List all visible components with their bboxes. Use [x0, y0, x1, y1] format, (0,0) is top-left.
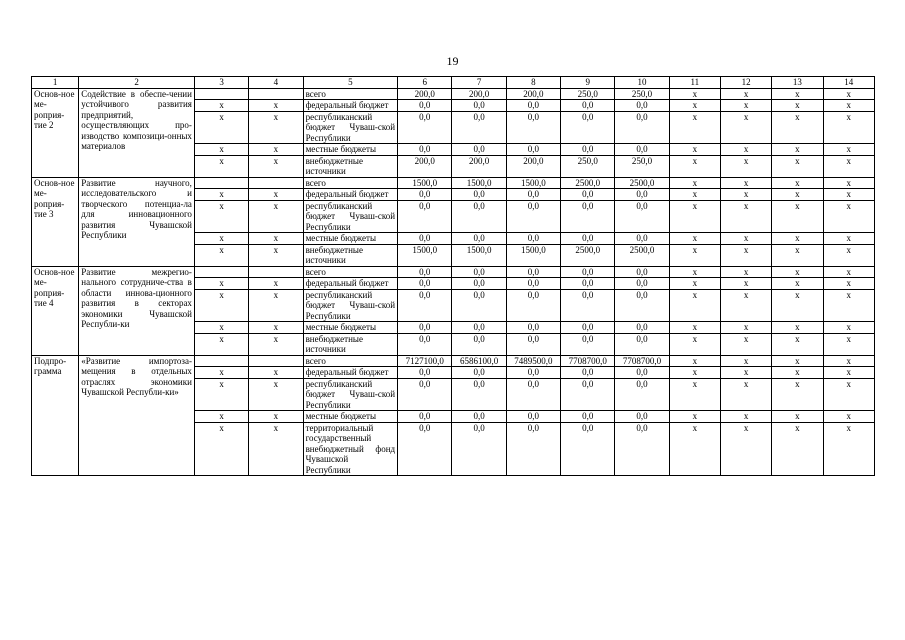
column-header: 10: [615, 77, 669, 89]
value-cell: 0,0: [452, 100, 506, 112]
value-cell: 7489500,0: [506, 355, 560, 367]
value-cell: 0,0: [506, 378, 560, 411]
code-cell: x: [194, 111, 248, 144]
code-cell: x: [249, 100, 303, 112]
value-cell: 250,0: [561, 155, 615, 177]
value-cell: 0,0: [452, 200, 506, 233]
funding-source: федеральный бюджет: [303, 100, 398, 112]
value-cell: x: [720, 177, 771, 189]
value-cell: x: [823, 111, 874, 144]
funding-source: всего: [303, 266, 398, 278]
value-cell: x: [669, 88, 720, 100]
value-cell: 0,0: [615, 322, 669, 334]
value-cell: 0,0: [615, 266, 669, 278]
value-cell: 0,0: [615, 200, 669, 233]
value-cell: x: [772, 244, 823, 266]
code-cell: x: [249, 233, 303, 245]
value-cell: 7127100,0: [398, 355, 452, 367]
code-cell: x: [194, 100, 248, 112]
value-cell: x: [720, 411, 771, 423]
value-cell: x: [772, 111, 823, 144]
value-cell: x: [823, 322, 874, 334]
activity-label: Основ-ное ме-роприя-тие 3: [32, 177, 79, 266]
value-cell: 0,0: [398, 411, 452, 423]
funding-source: республиканский бюджет Чуваш-ской Республики: [303, 378, 398, 411]
value-cell: x: [823, 233, 874, 245]
value-cell: x: [720, 378, 771, 411]
code-cell: x: [194, 244, 248, 266]
value-cell: x: [823, 177, 874, 189]
value-cell: x: [720, 289, 771, 322]
value-cell: x: [772, 422, 823, 476]
value-cell: x: [772, 144, 823, 156]
value-cell: x: [772, 155, 823, 177]
value-cell: 0,0: [506, 322, 560, 334]
value-cell: 0,0: [452, 144, 506, 156]
code-cell: x: [194, 378, 248, 411]
value-cell: x: [720, 244, 771, 266]
value-cell: 0,0: [615, 422, 669, 476]
value-cell: 0,0: [506, 233, 560, 245]
column-header: 11: [669, 77, 720, 89]
value-cell: 0,0: [398, 233, 452, 245]
value-cell: x: [823, 100, 874, 112]
value-cell: 0,0: [506, 111, 560, 144]
value-cell: x: [669, 155, 720, 177]
value-cell: x: [823, 144, 874, 156]
funding-source: местные бюджеты: [303, 233, 398, 245]
column-header: 6: [398, 77, 452, 89]
value-cell: 0,0: [561, 233, 615, 245]
value-cell: 0,0: [506, 278, 560, 290]
value-cell: 2500,0: [615, 244, 669, 266]
value-cell: x: [772, 233, 823, 245]
value-cell: 1500,0: [506, 177, 560, 189]
column-header: 13: [772, 77, 823, 89]
value-cell: 0,0: [452, 411, 506, 423]
value-cell: x: [669, 422, 720, 476]
value-cell: 0,0: [506, 289, 560, 322]
value-cell: x: [772, 378, 823, 411]
value-cell: x: [669, 378, 720, 411]
value-cell: 0,0: [398, 200, 452, 233]
funding-source: местные бюджеты: [303, 144, 398, 156]
value-cell: 0,0: [452, 422, 506, 476]
value-cell: 0,0: [398, 422, 452, 476]
code-cell: x: [249, 155, 303, 177]
page-number: 19: [446, 54, 459, 68]
funding-source: внебюджетные источники: [303, 155, 398, 177]
value-cell: x: [720, 111, 771, 144]
value-cell: x: [823, 289, 874, 322]
value-cell: 2500,0: [561, 177, 615, 189]
activity-description: «Развитие импортоза-мещения в отдельных отраслях экономики Чувашской Республи-ки»: [79, 355, 195, 476]
value-cell: 0,0: [561, 422, 615, 476]
funding-source: внебюджетные источники: [303, 333, 398, 355]
funding-source: местные бюджеты: [303, 411, 398, 423]
value-cell: 7708700,0: [615, 355, 669, 367]
column-header: 2: [79, 77, 195, 89]
value-cell: 0,0: [398, 111, 452, 144]
value-cell: 2500,0: [615, 177, 669, 189]
value-cell: 0,0: [452, 289, 506, 322]
value-cell: x: [823, 333, 874, 355]
value-cell: 0,0: [398, 289, 452, 322]
value-cell: x: [669, 244, 720, 266]
value-cell: x: [772, 355, 823, 367]
value-cell: x: [772, 189, 823, 201]
table-row: [32, 266, 875, 278]
budget-table: [31, 76, 875, 476]
value-cell: 0,0: [506, 100, 560, 112]
activity-label: Основ-ное ме-роприя-тие 4: [32, 266, 79, 355]
code-cell: x: [194, 422, 248, 476]
value-cell: 0,0: [506, 422, 560, 476]
table-row: [32, 355, 875, 367]
value-cell: 0,0: [452, 233, 506, 245]
code-cell: x: [249, 244, 303, 266]
value-cell: 0,0: [452, 189, 506, 201]
value-cell: 200,0: [398, 88, 452, 100]
value-cell: x: [772, 367, 823, 379]
value-cell: 0,0: [398, 266, 452, 278]
value-cell: 0,0: [506, 411, 560, 423]
value-cell: 0,0: [561, 111, 615, 144]
value-cell: 0,0: [506, 367, 560, 379]
value-cell: 1500,0: [452, 244, 506, 266]
code-cell: x: [194, 278, 248, 290]
value-cell: x: [669, 100, 720, 112]
value-cell: 0,0: [398, 322, 452, 334]
value-cell: 0,0: [398, 333, 452, 355]
code-cell: x: [249, 322, 303, 334]
value-cell: x: [772, 88, 823, 100]
value-cell: x: [720, 422, 771, 476]
code-cell: [194, 355, 248, 367]
value-cell: 0,0: [506, 189, 560, 201]
code-cell: [249, 266, 303, 278]
code-cell: [194, 266, 248, 278]
activity-description: Развитие межрегио-нального сотрудниче-ства в области иннова-ционного развития в секторах экономики Чувашской Республи-ки: [79, 266, 195, 355]
value-cell: x: [823, 422, 874, 476]
value-cell: 0,0: [452, 333, 506, 355]
value-cell: 0,0: [452, 111, 506, 144]
value-cell: x: [720, 266, 771, 278]
value-cell: x: [772, 266, 823, 278]
value-cell: 0,0: [398, 367, 452, 379]
column-header: 8: [506, 77, 560, 89]
code-cell: x: [249, 189, 303, 201]
funding-source: федеральный бюджет: [303, 367, 398, 379]
value-cell: x: [669, 200, 720, 233]
value-cell: x: [669, 111, 720, 144]
value-cell: 0,0: [506, 144, 560, 156]
funding-source: всего: [303, 177, 398, 189]
code-cell: x: [194, 144, 248, 156]
value-cell: 7708700,0: [561, 355, 615, 367]
value-cell: x: [823, 155, 874, 177]
activity-description: Развитие научного, исследовательского и творческого потенциа-ла для инновационного развития Чувашской Республики: [79, 177, 195, 266]
code-cell: x: [194, 367, 248, 379]
code-cell: [194, 88, 248, 100]
funding-source: всего: [303, 355, 398, 367]
value-cell: x: [669, 144, 720, 156]
value-cell: x: [772, 100, 823, 112]
value-cell: x: [669, 189, 720, 201]
value-cell: 200,0: [452, 155, 506, 177]
column-header-row: [32, 77, 875, 89]
value-cell: 0,0: [561, 289, 615, 322]
value-cell: x: [720, 88, 771, 100]
value-cell: 0,0: [398, 278, 452, 290]
code-cell: x: [249, 111, 303, 144]
column-header: 3: [194, 77, 248, 89]
value-cell: 0,0: [506, 266, 560, 278]
value-cell: x: [720, 333, 771, 355]
value-cell: x: [669, 177, 720, 189]
value-cell: x: [720, 155, 771, 177]
value-cell: 0,0: [615, 367, 669, 379]
value-cell: x: [669, 333, 720, 355]
value-cell: x: [772, 411, 823, 423]
funding-source: местные бюджеты: [303, 322, 398, 334]
code-cell: x: [249, 378, 303, 411]
value-cell: x: [669, 289, 720, 322]
value-cell: x: [823, 266, 874, 278]
value-cell: x: [669, 322, 720, 334]
value-cell: x: [823, 200, 874, 233]
column-header: 5: [303, 77, 398, 89]
value-cell: 0,0: [452, 278, 506, 290]
value-cell: x: [823, 278, 874, 290]
value-cell: x: [720, 144, 771, 156]
value-cell: x: [823, 244, 874, 266]
code-cell: x: [249, 333, 303, 355]
activity-label: Подпро-грамма: [32, 355, 79, 476]
value-cell: x: [669, 233, 720, 245]
code-cell: x: [194, 411, 248, 423]
value-cell: 0,0: [615, 289, 669, 322]
value-cell: x: [772, 278, 823, 290]
funding-source: федеральный бюджет: [303, 278, 398, 290]
value-cell: 200,0: [398, 155, 452, 177]
value-cell: 0,0: [452, 322, 506, 334]
value-cell: 1500,0: [506, 244, 560, 266]
code-cell: [249, 177, 303, 189]
funding-source: внебюджетные источники: [303, 244, 398, 266]
code-cell: x: [194, 200, 248, 233]
column-header: 7: [452, 77, 506, 89]
value-cell: 0,0: [561, 266, 615, 278]
value-cell: 200,0: [452, 88, 506, 100]
value-cell: 0,0: [398, 100, 452, 112]
code-cell: x: [194, 322, 248, 334]
value-cell: 0,0: [506, 333, 560, 355]
value-cell: x: [772, 333, 823, 355]
value-cell: x: [669, 355, 720, 367]
value-cell: x: [669, 278, 720, 290]
value-cell: 250,0: [615, 155, 669, 177]
value-cell: x: [823, 411, 874, 423]
column-header: 14: [823, 77, 874, 89]
funding-source: территориальный государственный внебюджетный фонд Чувашской Республики: [303, 422, 398, 476]
code-cell: x: [194, 233, 248, 245]
value-cell: x: [669, 411, 720, 423]
value-cell: x: [823, 367, 874, 379]
value-cell: 0,0: [561, 411, 615, 423]
value-cell: x: [720, 189, 771, 201]
value-cell: x: [720, 355, 771, 367]
value-cell: x: [720, 322, 771, 334]
value-cell: x: [720, 200, 771, 233]
value-cell: 200,0: [506, 155, 560, 177]
column-header: 4: [249, 77, 303, 89]
funding-source: республиканский бюджет Чуваш-ской Республики: [303, 200, 398, 233]
value-cell: 0,0: [615, 278, 669, 290]
funding-source: всего: [303, 88, 398, 100]
value-cell: 250,0: [615, 88, 669, 100]
value-cell: 0,0: [506, 200, 560, 233]
funding-source: республиканский бюджет Чуваш-ской Республики: [303, 111, 398, 144]
code-cell: x: [194, 289, 248, 322]
value-cell: x: [823, 88, 874, 100]
value-cell: 0,0: [561, 200, 615, 233]
value-cell: x: [669, 367, 720, 379]
value-cell: 200,0: [506, 88, 560, 100]
value-cell: 6586100,0: [452, 355, 506, 367]
code-cell: [249, 88, 303, 100]
value-cell: 0,0: [615, 378, 669, 411]
code-cell: x: [194, 189, 248, 201]
value-cell: 1500,0: [452, 177, 506, 189]
value-cell: x: [772, 289, 823, 322]
code-cell: x: [249, 289, 303, 322]
code-cell: x: [194, 155, 248, 177]
value-cell: 0,0: [452, 266, 506, 278]
value-cell: 1500,0: [398, 244, 452, 266]
value-cell: 0,0: [452, 367, 506, 379]
code-cell: x: [249, 144, 303, 156]
value-cell: x: [823, 378, 874, 411]
code-cell: x: [249, 200, 303, 233]
code-cell: x: [249, 411, 303, 423]
column-header: 1: [32, 77, 79, 89]
activity-description: Содействие в обеспе-чении устойчивого развития предприятий, осуществляющих про-изводство композици-онных материалов: [79, 88, 195, 177]
value-cell: x: [772, 177, 823, 189]
value-cell: 0,0: [615, 144, 669, 156]
value-cell: x: [720, 233, 771, 245]
value-cell: 0,0: [561, 100, 615, 112]
value-cell: 0,0: [615, 189, 669, 201]
value-cell: x: [720, 278, 771, 290]
value-cell: x: [669, 266, 720, 278]
value-cell: 0,0: [561, 278, 615, 290]
value-cell: x: [772, 322, 823, 334]
value-cell: 0,0: [561, 367, 615, 379]
value-cell: 250,0: [561, 88, 615, 100]
code-cell: x: [249, 278, 303, 290]
value-cell: 0,0: [615, 411, 669, 423]
value-cell: x: [823, 189, 874, 201]
value-cell: 2500,0: [561, 244, 615, 266]
activity-label: Основ-ное ме-роприя-тие 2: [32, 88, 79, 177]
value-cell: 0,0: [615, 100, 669, 112]
table-row: [32, 88, 875, 100]
value-cell: 0,0: [561, 333, 615, 355]
value-cell: 0,0: [561, 144, 615, 156]
code-cell: [249, 355, 303, 367]
column-header: 12: [720, 77, 771, 89]
value-cell: 0,0: [398, 189, 452, 201]
table-row: [32, 177, 875, 189]
value-cell: x: [772, 200, 823, 233]
value-cell: 0,0: [561, 322, 615, 334]
code-cell: x: [249, 367, 303, 379]
column-header: 9: [561, 77, 615, 89]
value-cell: 0,0: [615, 333, 669, 355]
value-cell: 0,0: [561, 189, 615, 201]
funding-source: федеральный бюджет: [303, 189, 398, 201]
value-cell: 0,0: [615, 233, 669, 245]
value-cell: x: [823, 355, 874, 367]
value-cell: 0,0: [398, 378, 452, 411]
value-cell: 0,0: [398, 144, 452, 156]
value-cell: 1500,0: [398, 177, 452, 189]
funding-source: республиканский бюджет Чуваш-ской Республики: [303, 289, 398, 322]
value-cell: 0,0: [452, 378, 506, 411]
value-cell: x: [720, 100, 771, 112]
value-cell: 0,0: [561, 378, 615, 411]
value-cell: 0,0: [615, 111, 669, 144]
code-cell: [194, 177, 248, 189]
code-cell: x: [249, 422, 303, 476]
code-cell: x: [194, 333, 248, 355]
value-cell: x: [720, 367, 771, 379]
